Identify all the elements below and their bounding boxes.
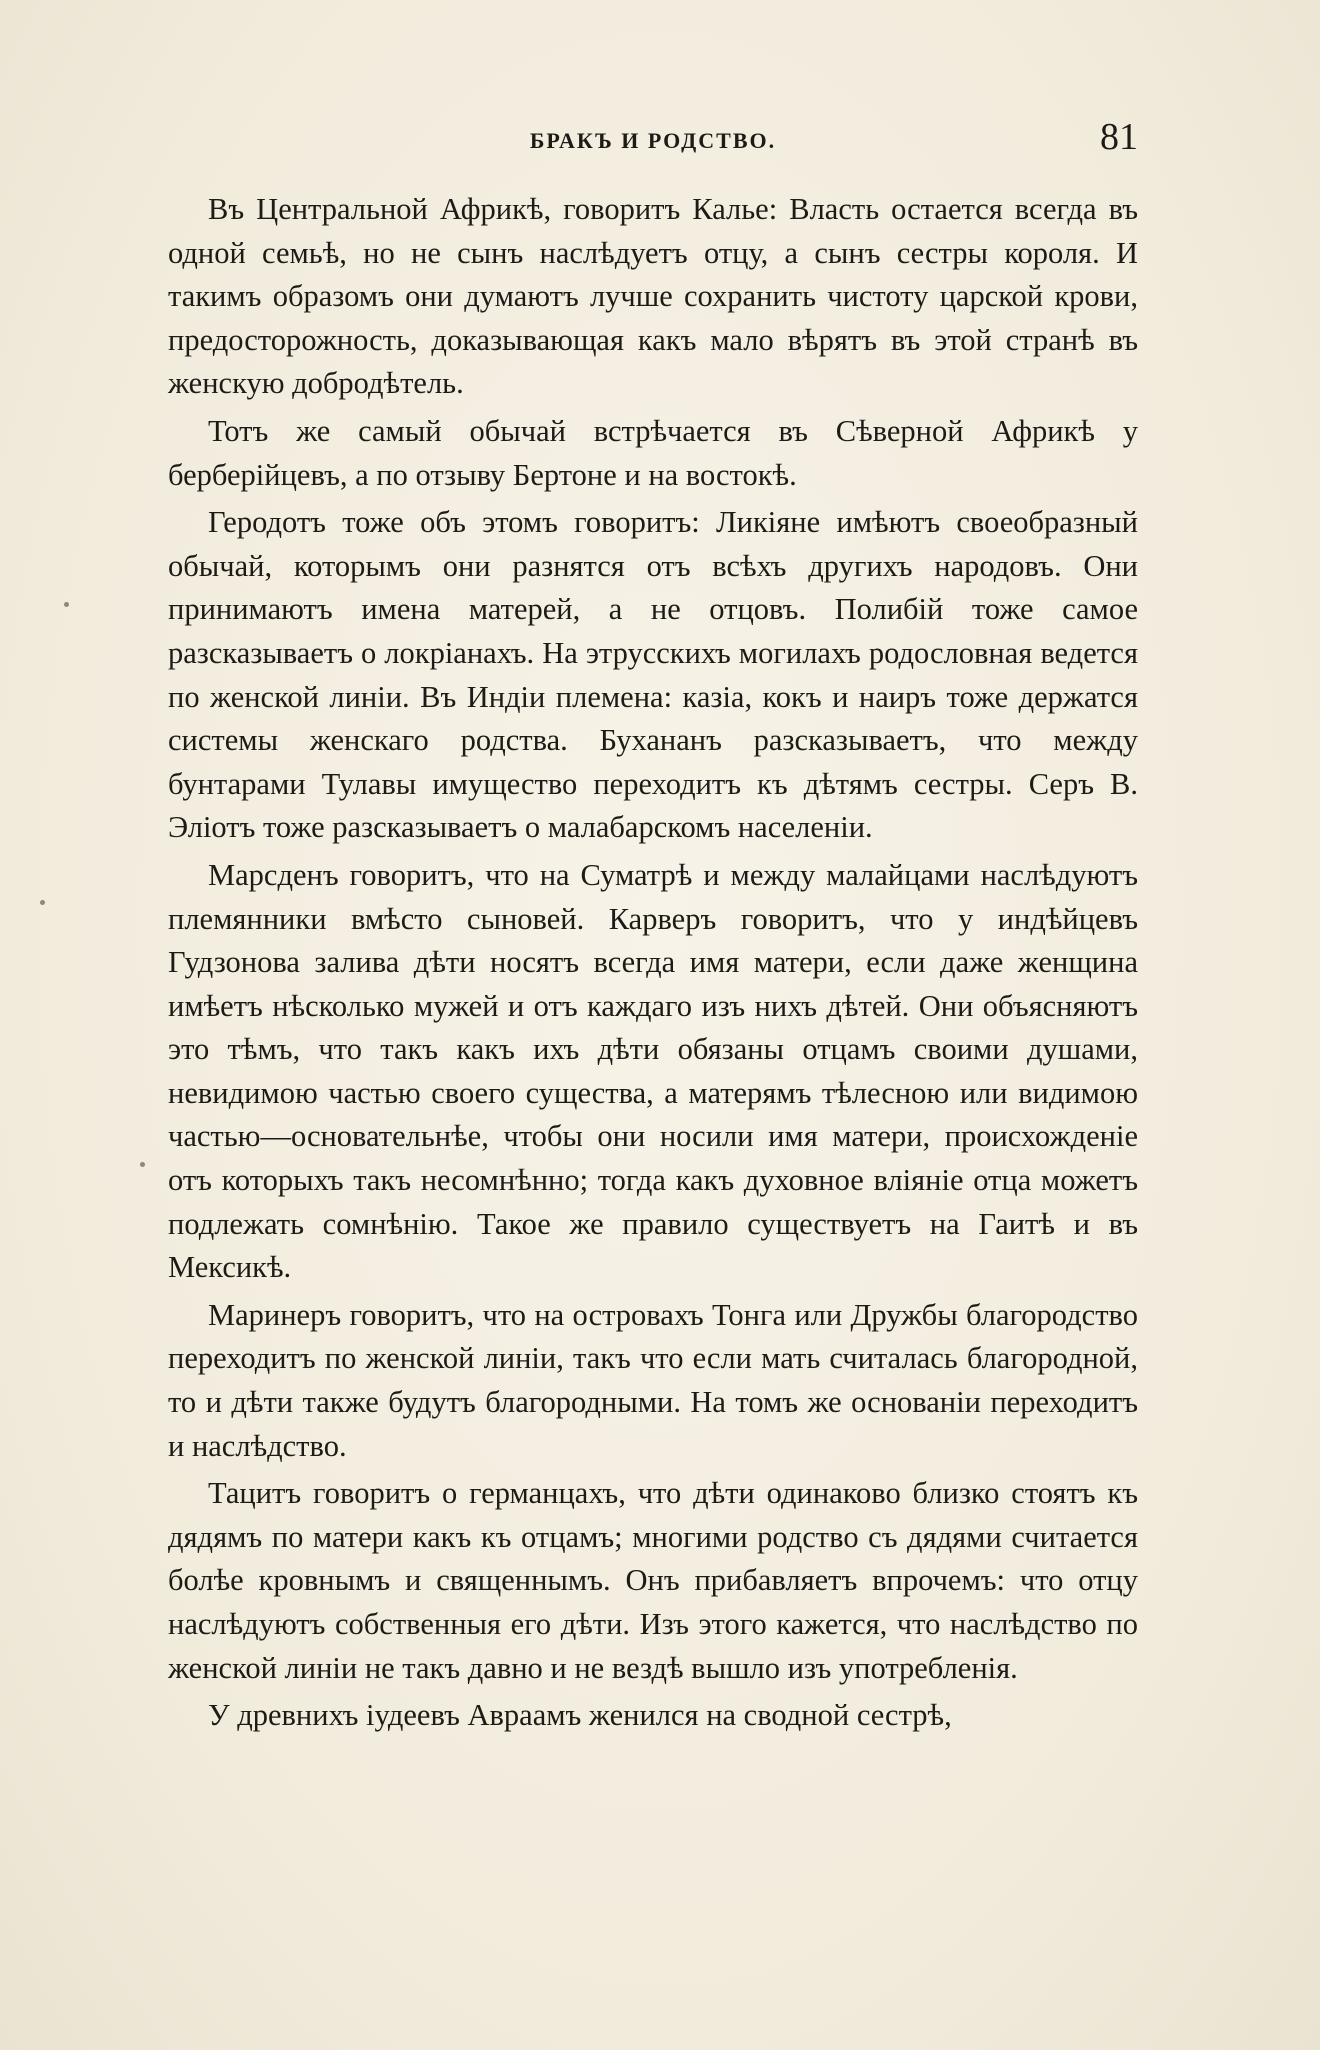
paragraph: У древнихъ іудеевъ Авраамъ женился на сводной сестрѣ, xyxy=(208,1698,952,1733)
print-speck xyxy=(40,900,45,905)
body-text xyxy=(168,188,1138,1742)
paragraph: Марсденъ говоритъ, что на Суматрѣ и между малайцами наслѣдуютъ племянники вмѣсто сыновей. Карверъ говоритъ, что у индѣйцевъ Гудзонова залива дѣти носятъ всегда имя матери, если даже женщина имѣетъ нѣсколько мужей и отъ каждаго изъ нихъ дѣтей. Они объясняютъ это тѣмъ, что такъ какъ ихъ дѣти обязаны отцамъ своими душами, невидимою частью своего существа, а матерямъ тѣлесною или видимою частью—основательнѣе, чтобы они носили имя матери, происхожденіе отъ которыхъ такъ несомнѣнно; тогда какъ духовное вліяніе отца можетъ подлежать сомнѣнію. Такое же правило существуетъ на Гаитѣ и въ Мексикѣ. xyxy=(168,857,1138,1285)
print-speck xyxy=(64,602,69,607)
running-head xyxy=(168,118,1138,166)
paragraph: Маринеръ говоритъ, что на островахъ Тонга или Дружбы благородство переходитъ по женской линіи, такъ что если мать считалась благородной, то и дѣти также будутъ благородными. На томъ же основаніи переходитъ и наслѣдство. xyxy=(168,1297,1138,1463)
paragraph: Геродотъ тоже объ этомъ говоритъ: Ликіяне имѣютъ своеобразный обычай, которымъ они разнятся отъ всѣхъ другихъ народовъ. Они принимаютъ имена матерей, а не отцовъ. Полибій тоже самое разсказываетъ о локріанахъ. На этрусскихъ могилахъ родословная ведется по женской линіи. Въ Индіи племена: казіа, кокъ и наиръ тоже держатся системы женскаго родства. Бухананъ разсказываетъ, что между бунтарами Тулавы имущество переходитъ къ дѣтямъ сестры. Серъ В. Эліотъ тоже разсказываетъ о малабарскомъ населеніи. xyxy=(168,505,1138,845)
paragraph: Тотъ же самый обычай встрѣчается въ Сѣверной Африкѣ у берберійцевъ, а по отзыву Бертоне и на востокѣ. xyxy=(168,413,1138,492)
paragraph: Тацитъ говоритъ о германцахъ, что дѣти одинаково близко стоятъ къ дядямъ по матери какъ къ отцамъ; многими родство съ дядями считается болѣе кровнымъ и священнымъ. Онъ прибавляетъ впрочемъ: что отцу наслѣдуютъ собственныя его дѣти. Изъ этого кажется, что наслѣдство по женской линіи не такъ давно и не вездѣ вышло изъ употребленія. xyxy=(168,1476,1138,1685)
page-number: 81 xyxy=(1100,116,1138,158)
running-title: БРАКЪ И РОДСТВО. xyxy=(529,128,777,153)
print-speck xyxy=(140,1162,145,1167)
paragraph: Въ Центральной Африкѣ, говоритъ Калье: Власть остается всегда въ одной семьѣ, но не сынъ наслѣдуетъ отцу, а сынъ сестры короля. И такимъ образомъ они думаютъ лучше сохранить чистоту царской крови, предосторожность, доказывающая какъ мало вѣрятъ въ этой странѣ въ женскую добродѣтель. xyxy=(168,192,1138,401)
